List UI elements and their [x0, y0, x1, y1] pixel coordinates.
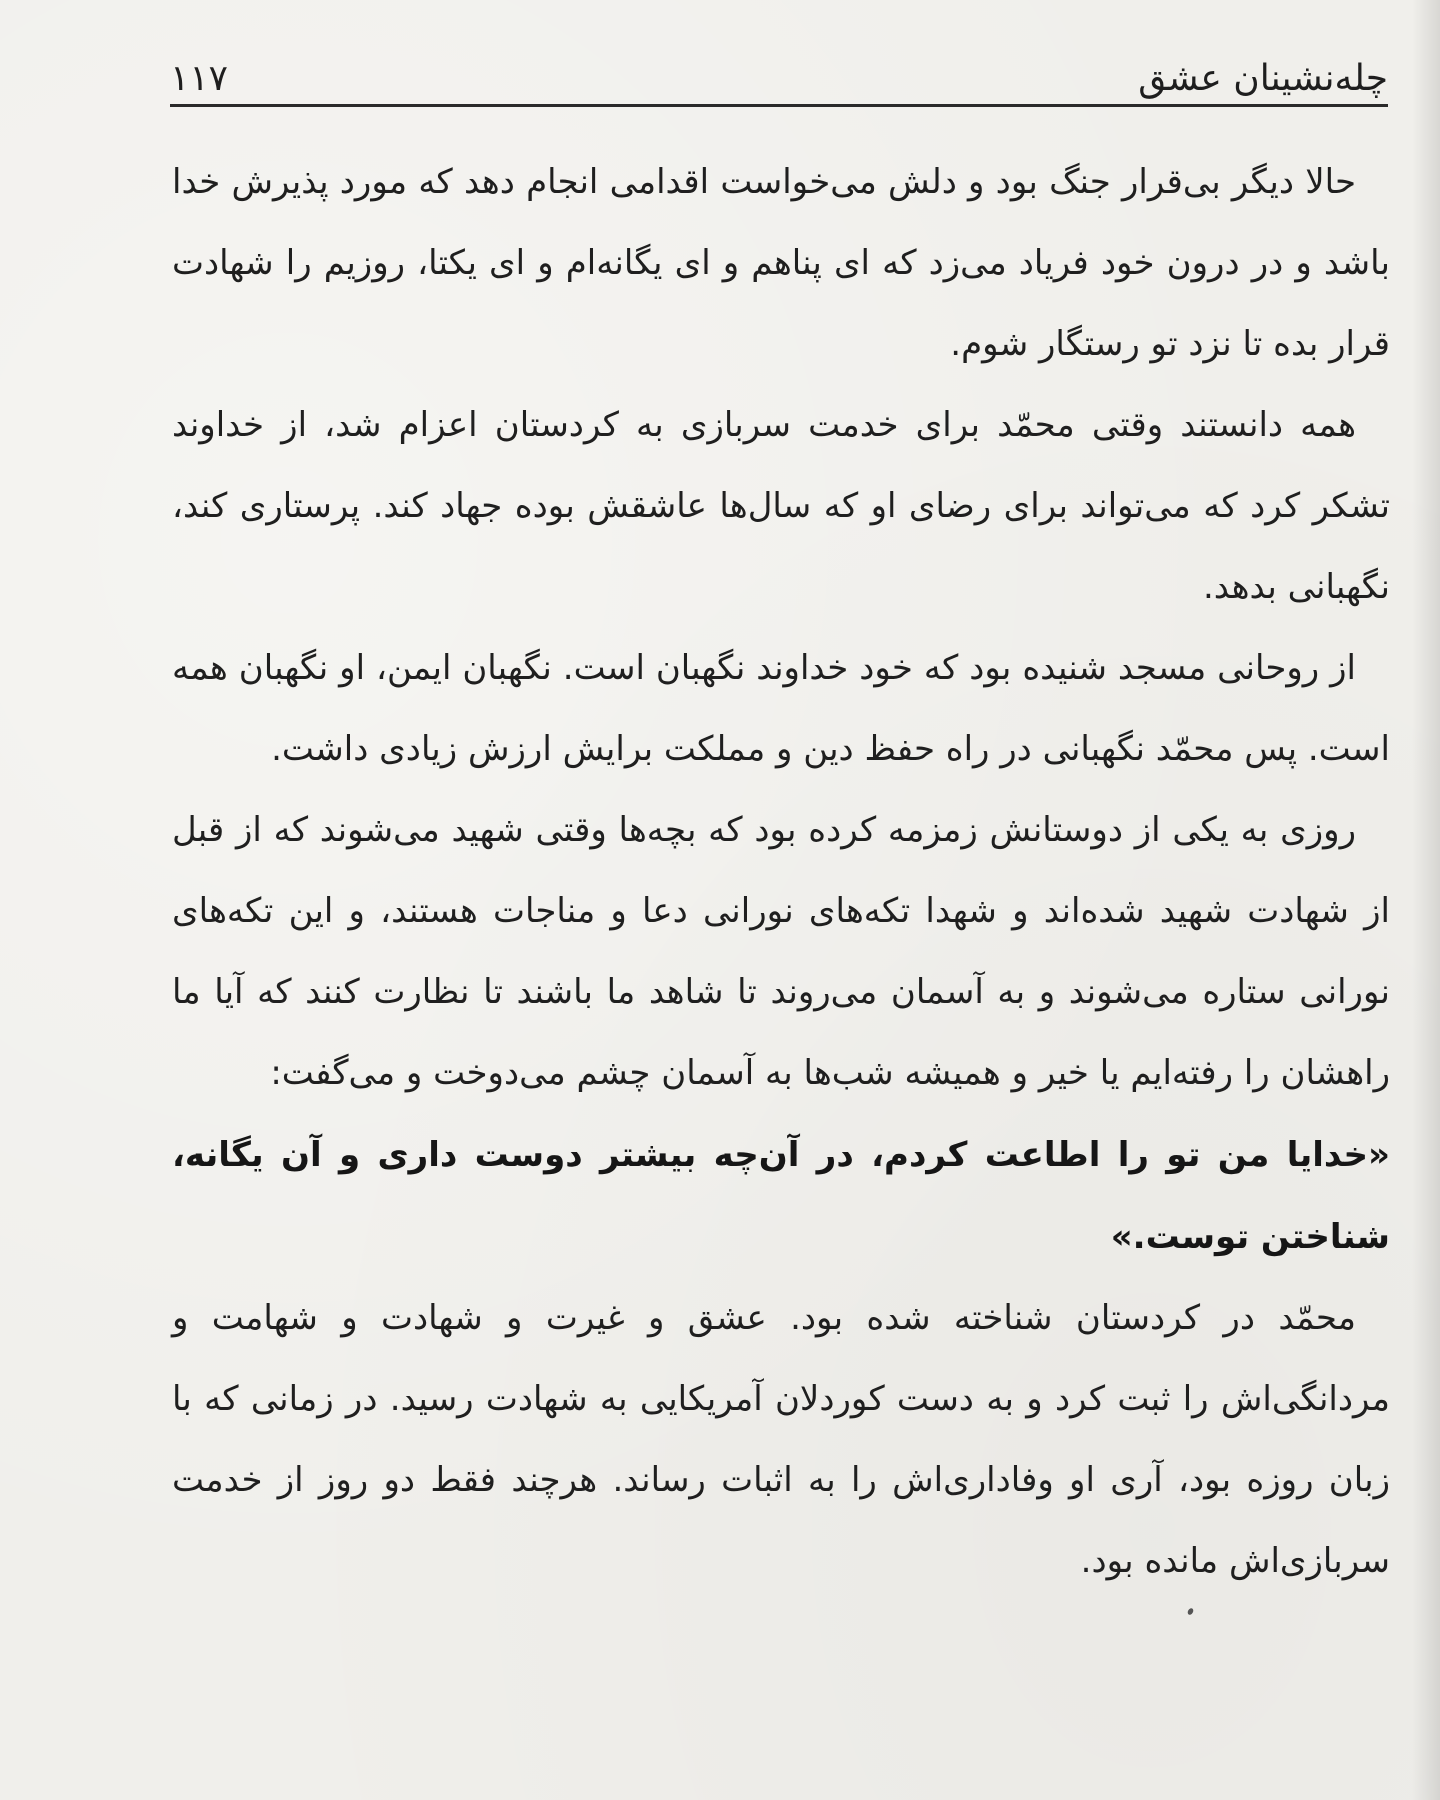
running-header-title: چله‌نشینان عشق [1138, 58, 1388, 99]
closing-paragraph: محمّد در کردستان شناخته شده بود. عشق و غیرت و شهادت و شهامت و مردانگی‌اش را ثبت کرد و به دست کوردلان آمریکایی به شهادت رسید. در زمانی که با زبان روزه بود، آری او وفاداری‌اش را به اثبات رساند. هرچند فقط دو روز از خدمت سربازی‌اش مانده بود. [172, 1298, 1390, 1581]
paragraph-3: از روحانی مسجد شنیده بود که خود خداوند نگهبان است. نگهبان ایمن، او نگهبان همه است. پس محمّد نگهبانی در راه حفظ دین و مملکت برایش ارزش زیادی داشت. [172, 648, 1390, 769]
paragraph-4: روزی به یکی از دوستانش زمزمه کرده بود که بچه‌ها وقتی شهید می‌شوند که از قبل از شهادت شهید شده‌اند و شهدا تکه‌های نورانی دعا و مناجات هستند، و این تکه‌های نورانی ستاره می‌شوند و به آسمان می‌روند تا شاهد ما باشند تا نظارت کنند که آیا ما راهشان را رفته‌ایم یا خیر و همیشه شب‌ها به آسمان چشم می‌دوخت و می‌گفت: [172, 810, 1390, 1093]
page-number: ۱۱۷ [170, 58, 229, 99]
paragraph-1: حالا دیگر بی‌قرار جنگ بود و دلش می‌خواست اقدامی انجام دهد که مورد پذیرش خدا باشد و در درون خود فریاد می‌زد که ای پناهم و ای یگانه‌ام و ای یکتا، روزیم را شهادت قرار بده تا نزد تو رستگار شوم. [172, 162, 1390, 364]
paragraph-2: همه دانستند وقتی محمّد برای خدمت سربازی به کردستان اعزام شد، از خداوند تشکر کرد که می‌تواند برای رضای او که سال‌ها عاشقش بوده جهاد کند. پرستاری کند، نگهبانی بدهد. [172, 405, 1390, 607]
prayer-quote: «خدایا من تو را اطاعت کردم، در آن‌چه بیشتر دوست داری و آن یگانه، شناختن توست.» [172, 1135, 1390, 1257]
body-text [172, 142, 1390, 1602]
running-header [170, 46, 1388, 104]
ink-speck [1187, 1607, 1195, 1616]
header-rule [170, 104, 1388, 107]
